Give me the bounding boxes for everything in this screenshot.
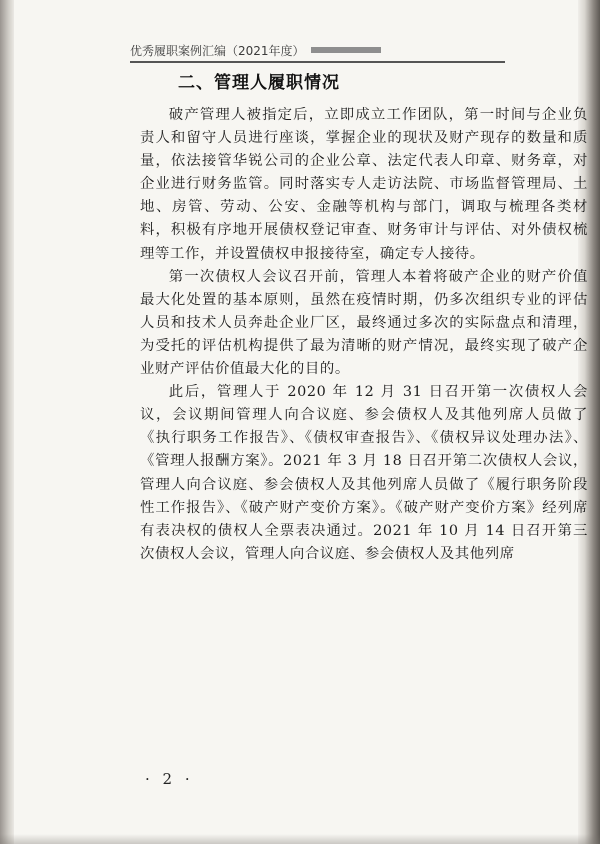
body-text: [140, 104, 588, 566]
header-rule: [130, 61, 505, 63]
paragraph: 第一次债权人会议召开前，管理人本着将破产企业的财产价值最大化处置的基本原则，虽然在疫情时期，仍多次组织专业的评估人员和技术人员奔赴企业厂区，最终通过多次的实际盘点和清理，为受托的评估机构提供了最为清晰的财产情况，最终实现了破产企业财产评估价值最大化的目的。: [140, 268, 588, 378]
section-title: 二、管理人履职情况: [178, 73, 340, 93]
paragraph: 此后，管理人于 2020 年 12 月 31 日召开第一次债权人会议，会议期间管理人向合议庭、参会债权人及其他列席人员做了《执行职务工作报告》、《债权审查报告》、《债权异议处理办法》、《管理人报酬方案》。2021 年 3 月 18 日召开第二次债权人会议，管理人向合议庭、参会债权人及其他列席人员做了《履行职务阶段性工作报告》、《破产财产变价方案》。《破产财产变价方案》经列席有表决权的债权人全票表决通过。2021 年 10 月 14 日召开第三次债权人会议，管理人向合议庭、参会债权人及其他列席: [140, 384, 588, 562]
page-number: · 2 ·: [145, 770, 194, 788]
scan-edge-left: [0, 0, 14, 844]
running-head-bar: [311, 47, 381, 53]
paragraph: 破产管理人被指定后，立即成立工作团队，第一时间与企业负责人和留守人员进行座谈，掌握企业的现状及财产现存的数量和质量，依法接管华锐公司的企业公章、法定代表人印章、财务章，对企业进行财务监管。同时落实专人走访法院、市场监督管理局、土地、房管、劳动、公安、金融等机构与部门，调取与梳理各类材料，积极有序地开展债权登记审查、财务审计与评估、对外债权梳理等工作，并设置债权申报接待室，确定专人接待。: [140, 107, 588, 262]
running-head: [130, 40, 381, 60]
scan-bottom-shadow: [0, 834, 600, 844]
running-head-text: 优秀履职案例汇编（2021年度）: [130, 43, 305, 58]
